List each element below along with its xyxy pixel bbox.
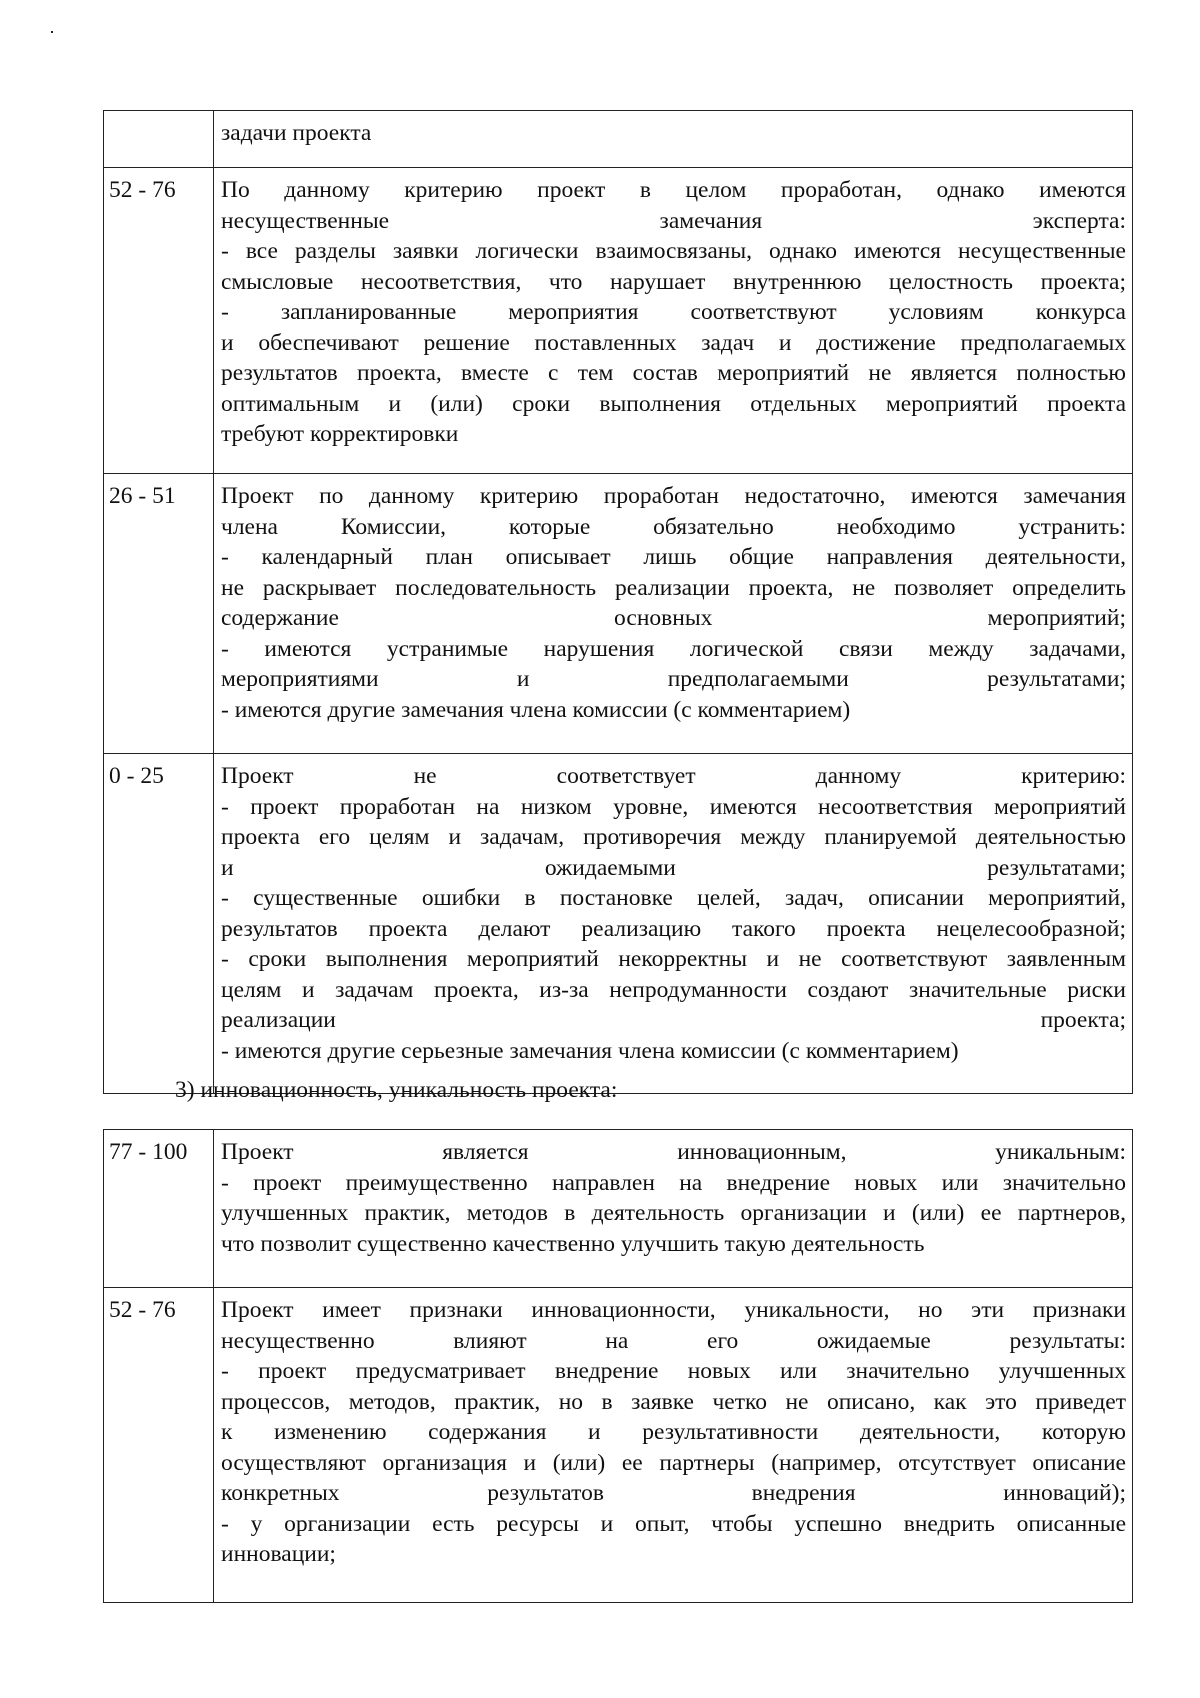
description-line: проекта его целям и задачам, противоречия между планируемой деятельностью (221, 824, 1126, 850)
description-line: - имеются другие серьезные замечания члена комиссии (с комментарием) (221, 1037, 959, 1064)
description-line: и ожидаемыми результатами; (221, 854, 1126, 881)
description-line: - проект предусматривает внедрение новых или значительно улучшенных (221, 1358, 1126, 1384)
description-line: конкретных результатов внедрения инноваций); (221, 1480, 1126, 1506)
description-line: содержание основных мероприятий; (221, 605, 1126, 631)
description-line: несущественные замечания эксперта: (221, 207, 1126, 234)
description-line: - сроки выполнения мероприятий некорректны и не соответствуют заявленным (221, 946, 1126, 972)
criteria-row (104, 1130, 1133, 1288)
description-line: Проект является инновационным, уникальным: (221, 1139, 1126, 1165)
description-line: - проект преимущественно направлен на внедрение новых или значительно (221, 1169, 1126, 1196)
criteria-table-body (104, 111, 1133, 1094)
criteria-row (104, 754, 1133, 1094)
description-line: По данному критерию проект в целом проработан, однако имеются (221, 177, 1126, 203)
description-line: осуществляют организация и (или) ее партнеры (например, отсутствует описание (221, 1449, 1126, 1476)
description-line: мероприятиями и предполагаемыми результатами; (221, 666, 1126, 692)
description-line: - имеются устранимые нарушения логической связи между задачами, (221, 635, 1126, 662)
score-range-cell: 52 - 76 (104, 168, 214, 474)
description-line: - запланированные мероприятия соответствуют условиям конкурса (221, 299, 1126, 325)
score-range-cell: 26 - 51 (104, 474, 214, 754)
criteria-description-cell (214, 168, 1133, 474)
description-line: Проект не соответствует данному критерию: (221, 763, 1126, 789)
criteria-table-innovation (103, 1129, 1133, 1603)
description-line: инновации; (221, 1541, 336, 1567)
description-line: - все разделы заявки логически взаимосвязаны, однако имеются несущественные (221, 238, 1126, 264)
scan-speck (51, 31, 53, 33)
score-range-cell: 77 - 100 (104, 1130, 214, 1288)
criteria-row (104, 168, 1133, 474)
score-range-cell: 0 - 25 (104, 754, 214, 1094)
criteria-row (104, 474, 1133, 754)
criteria-description-cell (214, 1288, 1133, 1603)
description-line: Проект по данному критерию проработан недостаточно, имеются замечания (221, 483, 1126, 509)
description-line: к изменению содержания и результативности деятельности, которую (221, 1419, 1126, 1445)
description-line: улучшенных практик, методов в деятельность организации и (или) ее партнеров, (221, 1200, 1126, 1226)
criteria-table-continued (103, 110, 1133, 1094)
description-line: Проект имеет признаки инновационности, уникальности, но эти признаки (221, 1297, 1126, 1323)
criteria-description-cell (214, 474, 1133, 754)
description-line: - проект проработан на низком уровне, имеются несоответствия мероприятий (221, 793, 1126, 820)
description-line: результатов проекта делают реализацию такого проекта нецелесообразной; (221, 915, 1126, 942)
description-line: оптимальным и (или) сроки выполнения отдельных мероприятий проекта (221, 390, 1126, 417)
description-line: процессов, методов, практик, но в заявке четко не описано, как это приведет (221, 1388, 1126, 1415)
description-line: - существенные ошибки в постановке целей, задач, описании мероприятий, (221, 885, 1126, 911)
criteria-description-cell (214, 754, 1133, 1094)
score-range-cell (104, 111, 214, 168)
description-line: смысловые несоответствия, что нарушает внутреннюю целостность проекта; (221, 268, 1126, 295)
criteria-description-cell (214, 1130, 1133, 1288)
section-heading: 3) инновационность, уникальность проекта: (175, 1077, 618, 1103)
criteria-row (104, 111, 1133, 168)
description-line: не раскрывает последовательность реализации проекта, не позволяет определить (221, 574, 1126, 601)
description-line: требуют корректировки (221, 421, 459, 447)
description-line: и обеспечивают решение поставленных задач и достижение предполагаемых (221, 329, 1126, 356)
description-line: результатов проекта, вместе с тем состав мероприятий не является полностью (221, 360, 1126, 386)
description-line: - имеются другие замечания члена комиссии (с комментарием) (221, 696, 851, 723)
description-line: реализации проекта; (221, 1007, 1126, 1033)
description-line: члена Комиссии, которые обязательно необходимо устранить: (221, 513, 1126, 540)
description-line: задачи проекта (221, 120, 372, 146)
description-line: несущественно влияют на его ожидаемые результаты: (221, 1327, 1126, 1354)
score-range-cell: 52 - 76 (104, 1288, 214, 1603)
criteria-row (104, 1288, 1133, 1603)
criteria-table-body (104, 1130, 1133, 1603)
description-line: - календарный план описывает лишь общие направления деятельности, (221, 544, 1126, 570)
description-line: целям и задачам проекта, из-за непродуманности создают значительные риски (221, 976, 1126, 1003)
criteria-description-cell (214, 111, 1133, 168)
description-line: - у организации есть ресурсы и опыт, чтобы успешно внедрить описанные (221, 1510, 1126, 1537)
description-line: что позволит существенно качественно улучшить такую деятельность (221, 1230, 925, 1257)
